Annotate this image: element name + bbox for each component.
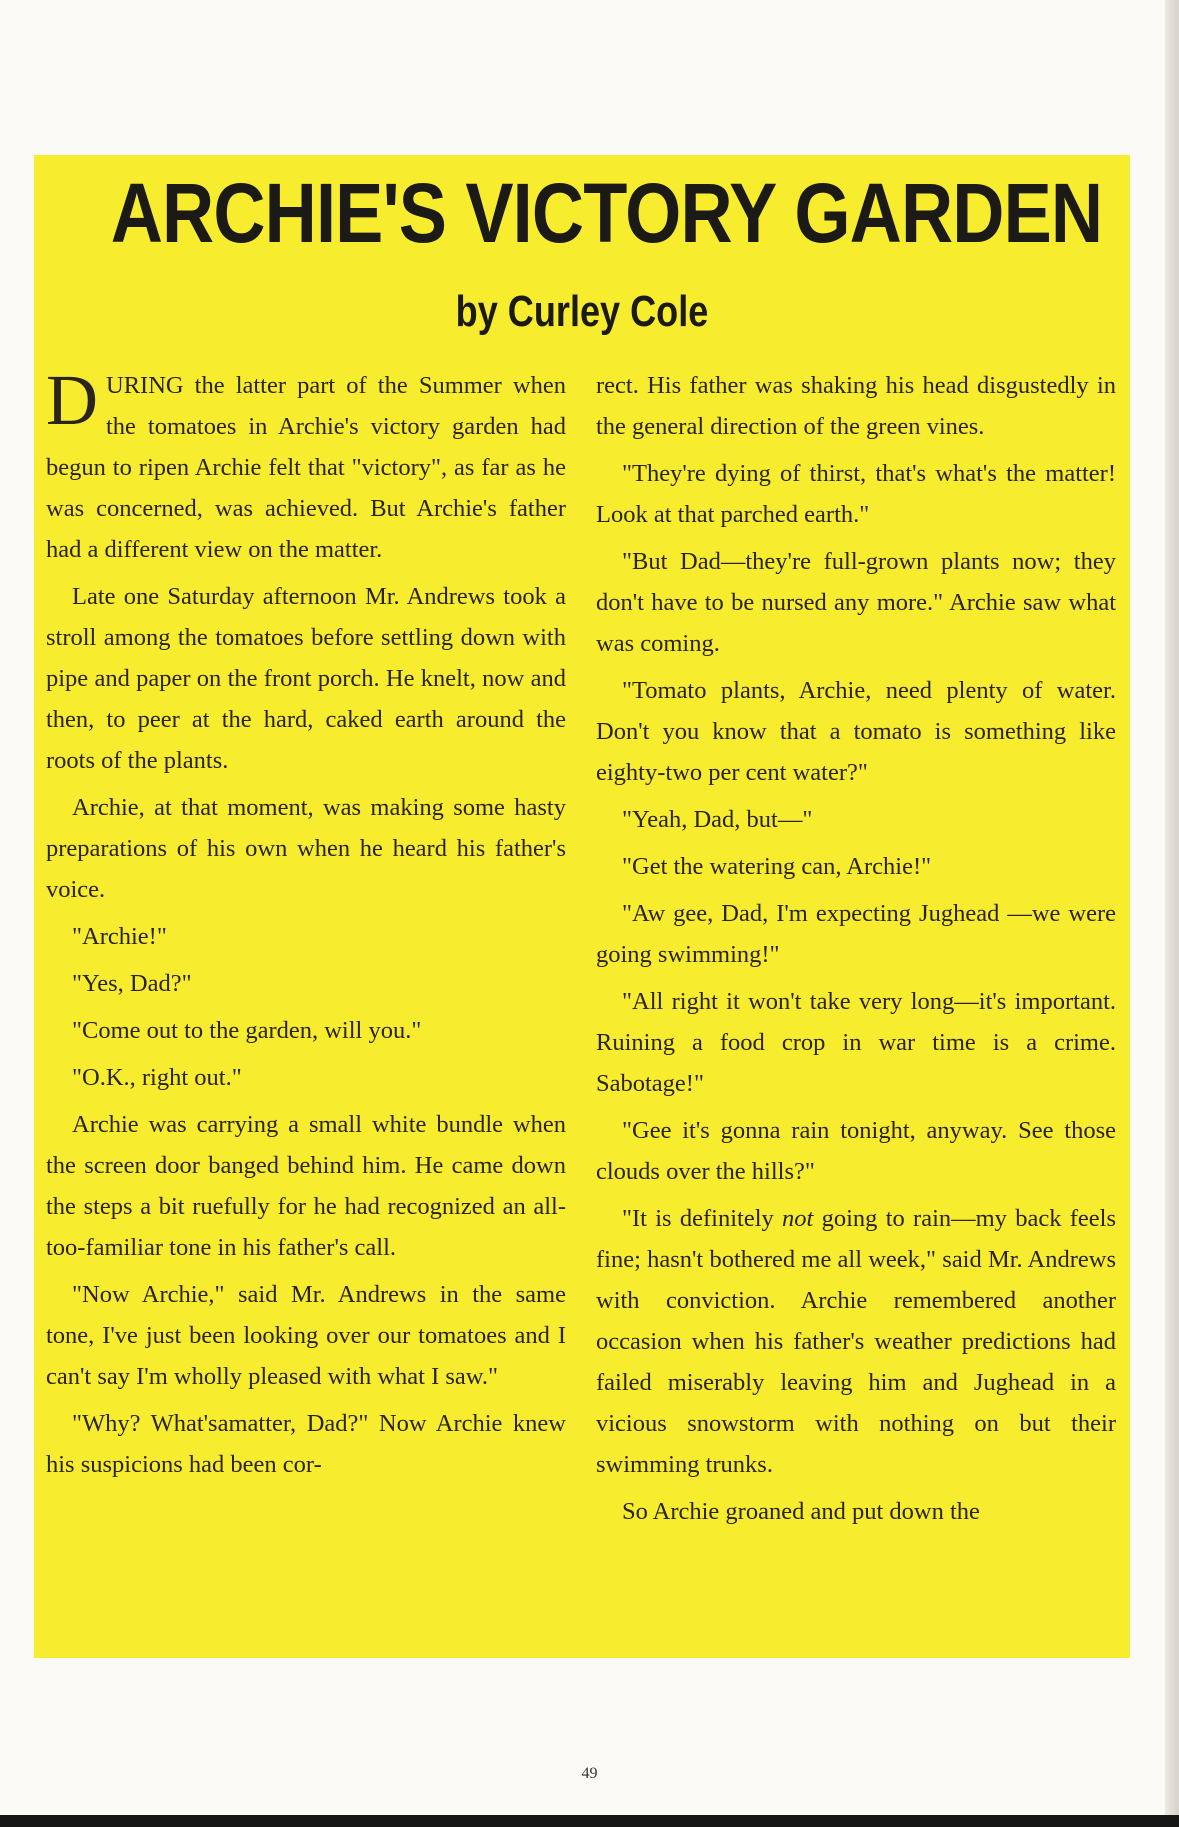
paragraph-with-emphasis	[596, 1198, 1116, 1485]
right-column	[596, 365, 1116, 1655]
page-number: 49	[581, 1765, 598, 1782]
paragraph: "They're dying of thirst, that's what's the matter! Look at that parched earth."	[596, 460, 1116, 528]
paragraph: "All right it won't take very long—it's important. Ruining a food crop in war time is a crime. Sabotage!"	[596, 988, 1116, 1097]
paragraph: "Tomato plants, Archie, need plenty of water. Don't you know that a tomato is something like eighty-two per cent water?"	[596, 677, 1116, 786]
left-column	[46, 365, 566, 1655]
dialogue-line: "Come out to the garden, will you."	[72, 1017, 422, 1044]
paragraph: "Why? What'samatter, Dad?" Now Archie knew his suspicions had been cor-	[46, 1410, 566, 1478]
text-run: going to rain—my back feels fine; hasn't bothered me all week," said Mr. Andrews with conviction. Archie remembered another occasion when his father's weather predictions had failed miserably leaving him and Jughead in a vicious snowstorm with nothing on but their swimming trunks.	[596, 1205, 1116, 1478]
scan-bottom-edge	[0, 1815, 1179, 1827]
paragraph: Archie, at that moment, was making some hasty preparations of his own when he heard his father's voice.	[46, 794, 566, 903]
page-edge	[1165, 0, 1179, 1827]
continued-paragraph: rect. His father was shaking his head disgustedly in the general direction of the green vines.	[596, 372, 1116, 440]
paragraph: "Aw gee, Dad, I'm expecting Jughead —we were going swimming!"	[596, 900, 1116, 968]
paragraph: "Now Archie," said Mr. Andrews in the same tone, I've just been looking over our tomatoes and I can't say I'm wholly pleased with what I saw."	[46, 1281, 566, 1390]
opening-text: URING the latter part of the Summer when the tomatoes in Archie's victory garden had begun to ripen Archie felt that "victory", as far as he was concerned, was achieved. But Archie's father had a different view on the matter.	[46, 372, 566, 563]
emphasis: not	[782, 1205, 814, 1232]
paragraph: "But Dad—they're full-grown plants now; they don't have to be nursed any more." Archie saw what was coming.	[596, 548, 1116, 657]
opening-paragraph	[46, 365, 566, 570]
dialogue-line: "Get the watering can, Archie!"	[622, 853, 932, 880]
dialogue-line: "Archie!"	[72, 923, 167, 950]
text-run: "It is definitely	[622, 1205, 783, 1232]
article-byline: by Curley Cole	[455, 287, 709, 336]
article-title: ARCHIE'S VICTORY GARDEN	[110, 166, 1103, 260]
dialogue-line: "Yeah, Dad, but—"	[622, 806, 813, 833]
paragraph: Archie was carrying a small white bundle when the screen door banged behind him. He came down the steps a bit ruefully for he had recognized an all-too-familiar tone in his father's call.	[46, 1111, 566, 1261]
dialogue-line: "O.K., right out."	[72, 1064, 242, 1091]
dialogue-line: "Yes, Dad?"	[72, 970, 192, 997]
paragraph: So Archie groaned and put down the	[622, 1498, 980, 1525]
drop-cap: D	[46, 365, 98, 440]
paragraph: "Gee it's gonna rain tonight, anyway. See those clouds over the hills?"	[596, 1117, 1116, 1185]
article-panel	[34, 155, 1130, 1658]
paragraph: Late one Saturday afternoon Mr. Andrews took a stroll among the tomatoes before settling down with pipe and paper on the front porch. He knelt, now and then, to peer at the hard, caked earth around the roots of the plants.	[46, 583, 566, 774]
